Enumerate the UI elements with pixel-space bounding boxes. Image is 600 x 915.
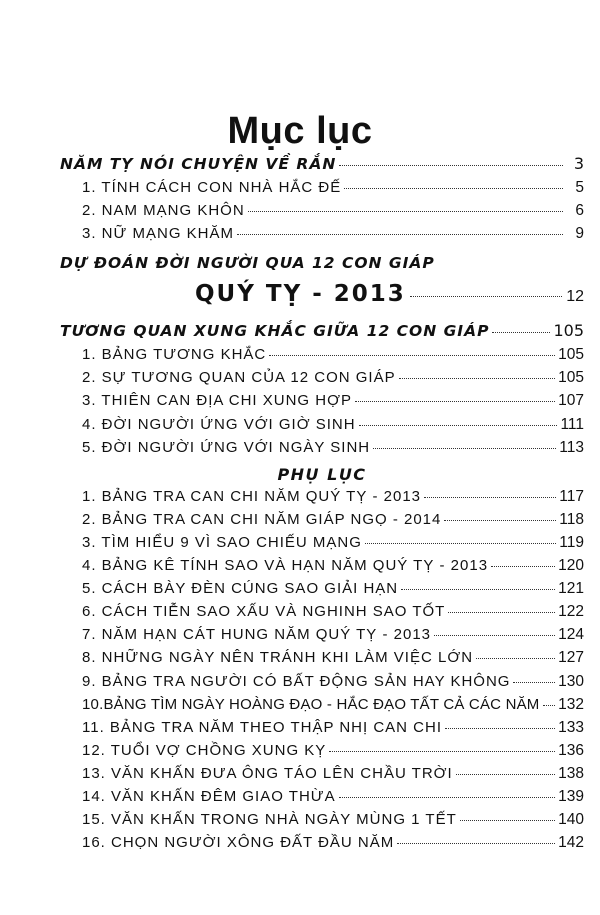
toc-page-number: 12 [566, 288, 584, 306]
dot-leader [373, 448, 556, 449]
toc-page-number: 105 [558, 346, 584, 364]
toc-page-number: 130 [558, 672, 584, 690]
dot-leader [460, 820, 555, 821]
toc-page-number: 132 [558, 695, 584, 713]
toc-item [60, 511, 584, 534]
dot-leader [397, 843, 555, 844]
toc-item [60, 369, 584, 392]
toc-item [60, 439, 584, 462]
dot-leader [476, 658, 555, 659]
dot-leader [237, 234, 563, 235]
toc-item [60, 649, 584, 672]
toc-page-number: 5 [575, 179, 584, 196]
toc-item-label: 5. CÁCH BÀY ĐÈN CÚNG SAO GIẢI HẠN [82, 580, 399, 598]
dot-leader [401, 589, 555, 590]
toc-item [60, 488, 584, 511]
toc-page-number: 9 [575, 225, 584, 243]
toc-page-number: 111 [560, 415, 584, 433]
toc-page-number: 117 [559, 487, 584, 505]
toc-item [60, 742, 584, 765]
dot-leader [434, 635, 555, 636]
toc-item [60, 603, 584, 626]
toc-item-label: 3. THIÊN CAN ĐỊA CHI XUNG HỢP [82, 392, 352, 410]
toc-page-number: 118 [559, 510, 584, 528]
dot-leader [448, 612, 555, 613]
toc-item-label: 8. NHỮNG NGÀY NÊN TRÁNH KHI LÀM VIỆC LỚN [82, 649, 474, 667]
dot-leader [543, 705, 556, 706]
dot-leader [355, 401, 555, 402]
dot-leader [344, 188, 563, 189]
toc-item-label: 1. TÍNH CÁCH CON NHÀ HẮC ĐẾ [82, 179, 342, 196]
toc-item [60, 580, 584, 603]
toc-item [60, 788, 584, 811]
toc-item [60, 765, 584, 788]
toc-big-label: QUÝ TỴ - 2013 [195, 281, 406, 308]
toc-item [60, 202, 584, 225]
toc-section-tuong-quan [60, 321, 584, 346]
toc-section-nam-ty [60, 154, 584, 179]
toc-item-label: 11. BẢNG TRA NĂM THEO THẬP NHỊ CAN CHI [82, 718, 443, 736]
toc-item-label: 7. NĂM HẠN CÁT HUNG NĂM QUÝ TỴ - 2013 [82, 626, 432, 644]
toc-page-number: 107 [558, 392, 584, 410]
toc-item-label: 2. NAM MẠNG KHÔN [82, 202, 245, 220]
toc-item [60, 225, 584, 248]
toc-item [60, 696, 584, 719]
toc-item-label: 1. BẢNG TƯƠNG KHẮC [82, 346, 267, 364]
toc-item-label: 10.BẢNG TÌM NGÀY HOÀNG ĐẠO - HẮC ĐẠO TẤT CẢ CÁC NĂM [82, 695, 540, 713]
toc-item [60, 719, 584, 742]
toc-page-number: 133 [558, 718, 584, 736]
toc-item-label: 9. BẢNG TRA NGƯỜI CÓ BẤT ĐỘNG SẢN HAY KHÔNG [82, 672, 511, 690]
dot-leader [444, 520, 556, 521]
dot-leader [491, 566, 555, 567]
toc-section-heading-du-doan: DỰ ĐOÁN ĐỜI NGƯỜI QUA 12 CON GIÁP [60, 254, 435, 273]
dot-leader [248, 211, 563, 212]
toc-item-label: 15. VĂN KHẤN TRONG NHÀ NGÀY MÙNG 1 TẾT [82, 811, 457, 829]
toc-page-number: 120 [558, 557, 584, 575]
toc-appendix-heading: PHỤ LỤC [277, 464, 367, 484]
toc-page-number: 136 [558, 741, 584, 759]
dot-leader [492, 332, 550, 333]
toc-page-number: 113 [559, 438, 584, 456]
toc-item-label: 3. NỮ MẠNG KHĂM [82, 225, 234, 243]
page-title: Mục lục [227, 110, 373, 152]
dot-leader [339, 797, 556, 798]
toc-item-label: 14. VĂN KHẤN ĐÊM GIAO THỪA [82, 787, 336, 805]
dot-leader [424, 497, 556, 498]
dot-leader [359, 425, 558, 426]
toc-item [60, 834, 584, 857]
toc-page-number: 140 [558, 811, 584, 829]
toc-page-number: 138 [558, 764, 584, 782]
toc-item [60, 626, 584, 649]
toc-item [60, 179, 584, 202]
toc-item-label: 2. BẢNG TRA CAN CHI NĂM GIÁP NGỌ - 2014 [82, 510, 442, 528]
toc-page-number: 127 [558, 649, 584, 667]
toc-section-label: NĂM TỴ NÓI CHUYỆN VỀ RẮN [60, 155, 337, 173]
table-of-contents [60, 154, 584, 857]
toc-item-label: 16. CHỌN NGƯỜI XÔNG ĐẤT ĐẦU NĂM [82, 834, 395, 852]
toc-item [60, 557, 584, 580]
toc-page-number: 3 [573, 154, 584, 173]
toc-item [60, 392, 584, 415]
toc-item [60, 673, 584, 696]
toc-section-label: TƯƠNG QUAN XUNG KHẮC GIỮA 12 CON GIÁP [60, 322, 490, 341]
toc-page-number: 119 [559, 533, 584, 551]
toc-item-label: 1. BẢNG TRA CAN CHI NĂM QUÝ TỴ - 2013 [82, 487, 422, 505]
toc-item [60, 416, 584, 439]
toc-page-number: 122 [558, 603, 584, 621]
toc-page-number: 124 [558, 626, 584, 644]
dot-leader [399, 378, 556, 379]
dot-leader [456, 774, 555, 775]
toc-item-label: 3. TÌM HIỂU 9 VÌ SAO CHIẾU MẠNG [82, 533, 362, 551]
dot-leader [513, 682, 555, 683]
toc-item [60, 534, 584, 557]
dot-leader [339, 165, 563, 166]
toc-item-label: 4. ĐỜI NGƯỜI ỨNG VỚI GIỜ SINH [82, 415, 356, 433]
toc-page-number: 121 [558, 580, 584, 598]
dot-leader [410, 296, 562, 297]
toc-item [60, 811, 584, 834]
dot-leader [329, 751, 555, 752]
toc-item-label: 2. SỰ TƯƠNG QUAN CỦA 12 CON GIÁP [82, 369, 396, 387]
toc-page-number: 105 [553, 321, 584, 341]
toc-page-number: 6 [575, 202, 584, 220]
toc-item [60, 346, 584, 369]
toc-page-number: 139 [558, 787, 584, 805]
toc-item-label: 6. CÁCH TIỄN SAO XẤU VÀ NGHINH SAO TỐT [82, 603, 446, 621]
toc-item-label: 5. ĐỜI NGƯỜI ỨNG VỚI NGÀY SINH [82, 438, 371, 456]
dot-leader [445, 728, 555, 729]
dot-leader [365, 543, 556, 544]
toc-section-quy-ty [60, 281, 584, 321]
toc-item-label: 4. BẢNG KÊ TÍNH SAO VÀ HẠN NĂM QUÝ TỴ - 2013 [82, 557, 489, 575]
toc-item-label: 13. VĂN KHẤN ĐƯA ÔNG TÁO LÊN CHẦU TRỜI [82, 764, 453, 782]
toc-item-label: 12. TUỔI VỢ CHỒNG XUNG KỴ [82, 741, 327, 759]
toc-page-number: 105 [558, 369, 584, 387]
toc-page-number: 142 [558, 834, 584, 852]
dot-leader [269, 355, 555, 356]
